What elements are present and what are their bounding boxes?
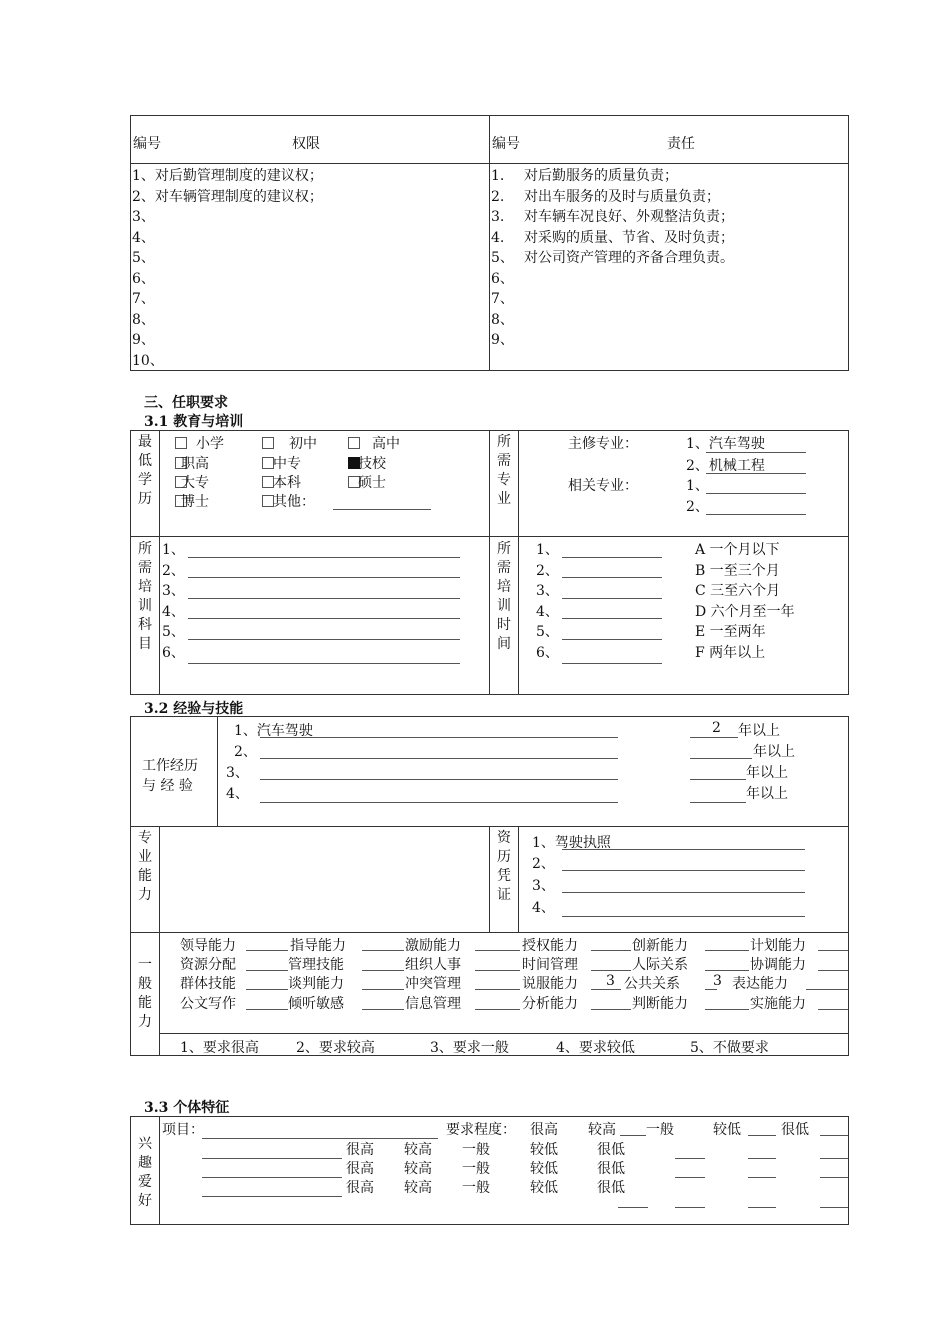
ability-name: 群体技能 (180, 976, 236, 992)
experience-years-value: 2 (712, 720, 721, 736)
ability-name: 人际关系 (632, 957, 688, 973)
ability-name: 领导能力 (180, 938, 236, 954)
credential-item: 1、驾驶执照 (532, 835, 611, 851)
auth-header-title: 权限 (292, 136, 320, 152)
hobby-level: 很高 (346, 1180, 374, 1196)
hobby-level: 较低 (530, 1142, 558, 1158)
resp-header-title: 责任 (667, 136, 695, 152)
ability-name: 组织人事 (405, 957, 461, 973)
hobby-level: 一般 (462, 1161, 490, 1177)
training-time-item: 3、 (536, 583, 559, 599)
degree-option: 很低 (781, 1122, 809, 1138)
hobby-level: 较低 (530, 1161, 558, 1177)
ability-name: 说服能力 (522, 976, 578, 992)
hobby-level: 一般 (462, 1180, 490, 1196)
training-subject-item: 5、 (162, 624, 185, 640)
related-major-item: 1、 (686, 478, 709, 494)
ability-legend-item: 5、不做要求 (690, 1040, 769, 1056)
credential-item: 4、 (532, 900, 555, 916)
degree-option: 较低 (713, 1122, 741, 1138)
professional-ability-label: 专业能力 (138, 830, 152, 903)
authority-item: 6、 (132, 270, 155, 287)
ability-name: 判断能力 (632, 996, 688, 1012)
option-label: 本科 (273, 475, 301, 491)
option-label: 高中 (372, 436, 400, 452)
degree-label: 要求程度： (446, 1122, 516, 1138)
resp-item: 对公司资产管理的齐备合理负责。 (524, 250, 734, 266)
training-times (536, 540, 559, 663)
experience-label-1: 工作经历 (142, 758, 198, 774)
training-time-item: 6、 (536, 644, 559, 661)
degree-option: 较高 (588, 1122, 616, 1138)
general-ability-label: 一般能力 (138, 957, 152, 1030)
ability-name: 谈判能力 (288, 976, 344, 992)
authority-list (132, 166, 323, 371)
degree-option: 很高 (530, 1122, 558, 1138)
credential-item: 2、 (532, 856, 555, 872)
section-3-3-title: 3.3 个体特征 (144, 1100, 230, 1116)
experience-years-suffix: 年以上 (738, 723, 780, 739)
resp-num: 4. (491, 229, 505, 246)
option-label: 职高 (181, 456, 209, 472)
training-subject-item: 4、 (162, 603, 185, 620)
experience-item: 1、汽车驾驶 (234, 723, 313, 739)
hobby-level: 很高 (346, 1142, 374, 1158)
degree-option: 一般 (646, 1122, 674, 1138)
experience-label-2: 与 经 验 (142, 778, 193, 794)
credential-item: 3、 (532, 878, 555, 894)
other-input-line[interactable] (333, 509, 431, 510)
authority-item: 5、 (132, 250, 155, 266)
ability-legend-item: 1、要求很高 (180, 1040, 259, 1056)
resp-num: 9、 (491, 332, 514, 348)
checkbox-junior[interactable] (262, 437, 274, 449)
experience-years-suffix: 年以上 (746, 765, 788, 781)
training-subject-item: 3、 (162, 583, 185, 599)
major-label: 所需专业 (497, 434, 511, 507)
experience-item: 3、 (226, 765, 249, 781)
ability-level: 3 (606, 973, 615, 989)
authority-item: 1、对后勤管理制度的建议权； (132, 168, 323, 184)
resp-num: 8、 (491, 311, 514, 328)
ability-name: 实施能力 (750, 996, 806, 1012)
resp-item: 对采购的质量、节省、及时负责； (524, 229, 734, 246)
ability-name: 计划能力 (750, 938, 806, 954)
option-label: 中专 (273, 456, 301, 472)
experience-years-suffix: 年以上 (753, 744, 795, 760)
option-label: 大专 (181, 475, 209, 491)
hobby-item-label: 项目： (162, 1122, 204, 1138)
experience-item: 2、 (234, 744, 257, 760)
ability-name: 管理技能 (288, 957, 344, 973)
resp-header-no: 编号 (492, 136, 520, 152)
ability-name: 公文写作 (180, 996, 236, 1012)
main-major-label: 主修专业： (568, 436, 638, 452)
hobby-level: 较低 (530, 1180, 558, 1196)
ability-name: 创新能力 (632, 938, 688, 954)
training-subjects-label: 所需培训科目 (138, 541, 152, 652)
hobby-level: 很低 (597, 1142, 625, 1158)
checkbox-senior[interactable] (348, 437, 360, 449)
section-title: 三、任职要求 (144, 395, 228, 411)
ability-name: 冲突管理 (405, 976, 461, 992)
authority-item: 8、 (132, 311, 155, 328)
training-time-label: 所需培训时间 (497, 541, 511, 652)
ability-name: 资源分配 (180, 957, 236, 973)
option-label: 技校 (358, 456, 386, 472)
hobby-label: 兴趣爱好 (138, 1136, 152, 1209)
ability-name: 协调能力 (750, 957, 806, 973)
duration-option: E 一至两年 (695, 624, 766, 640)
resp-num: 6、 (491, 270, 514, 287)
authority-item: 9、 (132, 332, 155, 348)
experience-item: 4、 (226, 786, 249, 802)
ability-name: 授权能力 (522, 938, 578, 954)
hobby-level: 很低 (597, 1180, 625, 1196)
training-durations (695, 540, 795, 663)
resp-num: 2. (491, 188, 505, 205)
training-time-item: 5、 (536, 624, 559, 640)
ability-name: 分析能力 (522, 996, 578, 1012)
training-time-item: 1、 (536, 542, 559, 558)
min-education-label: 最低学历 (138, 434, 152, 507)
authority-item: 7、 (132, 291, 155, 307)
credential-label: 资历凭证 (497, 830, 511, 903)
ability-name: 倾听敏感 (288, 996, 344, 1012)
resp-num: 1. (491, 168, 505, 184)
option-label: 其他： (273, 494, 315, 510)
ability-legend-item: 3、要求一般 (430, 1040, 509, 1056)
resp-item: 对出车服务的及时与质量负责； (524, 188, 720, 205)
experience-years-suffix: 年以上 (746, 786, 788, 802)
resp-num: 5、 (491, 250, 514, 266)
ability-name: 指导能力 (290, 938, 346, 954)
resp-num: 3. (491, 209, 505, 225)
authority-item: 4、 (132, 229, 155, 246)
related-major-item: 2、 (686, 499, 709, 515)
training-time-item: 2、 (536, 562, 559, 579)
ability-level: 3 (713, 973, 722, 989)
section-3-1-title: 3.1 教育与培训 (144, 414, 244, 430)
training-subjects (162, 540, 185, 663)
hobby-level: 较高 (404, 1142, 432, 1158)
duration-option: D 六个月至一年 (695, 603, 795, 620)
training-subject-item: 2、 (162, 562, 185, 579)
training-subject-item: 1、 (162, 542, 185, 558)
main-major-item: 2、机械工程 (686, 458, 765, 474)
auth-header-no: 编号 (133, 136, 161, 152)
duration-option: A 一个月以下 (695, 542, 780, 558)
ability-name: 表达能力 (732, 976, 788, 992)
authority-item: 3、 (132, 209, 155, 225)
hobby-level: 一般 (462, 1142, 490, 1158)
ability-name: 激励能力 (405, 938, 461, 954)
hobby-level: 很高 (346, 1161, 374, 1177)
responsibility-list (524, 166, 734, 269)
authority-item: 2、对车辆管理制度的建议权； (132, 188, 323, 205)
resp-item: 对后勤服务的质量负责； (524, 168, 678, 184)
related-major-label: 相关专业： (568, 478, 638, 494)
hobby-level: 很低 (597, 1161, 625, 1177)
option-label: 硕士 (358, 475, 386, 491)
ability-legend-item: 4、要求较低 (556, 1040, 635, 1056)
section-3-2-title: 3.2 经验与技能 (144, 701, 244, 717)
ability-name: 公共关系 (624, 976, 680, 992)
responsibility-nums (491, 166, 514, 351)
option-label: 初中 (289, 436, 317, 452)
main-major-item: 1、汽车驾驶 (686, 436, 765, 452)
hobby-level: 较高 (404, 1180, 432, 1196)
ability-legend-item: 2、要求较高 (296, 1040, 375, 1056)
duration-option: C 三至六个月 (695, 583, 781, 599)
authority-item: 10、 (132, 352, 164, 369)
resp-num: 7、 (491, 291, 514, 307)
hobby-level: 较高 (404, 1161, 432, 1177)
ability-name: 时间管理 (522, 957, 578, 973)
option-label: 博士 (181, 494, 209, 510)
option-label: 小学 (196, 436, 224, 452)
resp-item: 对车辆车况良好、外观整洁负责； (524, 209, 734, 225)
training-subject-item: 6、 (162, 644, 185, 661)
ability-name: 信息管理 (405, 996, 461, 1012)
duration-option: F 两年以上 (695, 644, 766, 661)
checkbox-primary[interactable] (175, 437, 187, 449)
duration-option: B 一至三个月 (695, 562, 780, 579)
training-time-item: 4、 (536, 603, 559, 620)
